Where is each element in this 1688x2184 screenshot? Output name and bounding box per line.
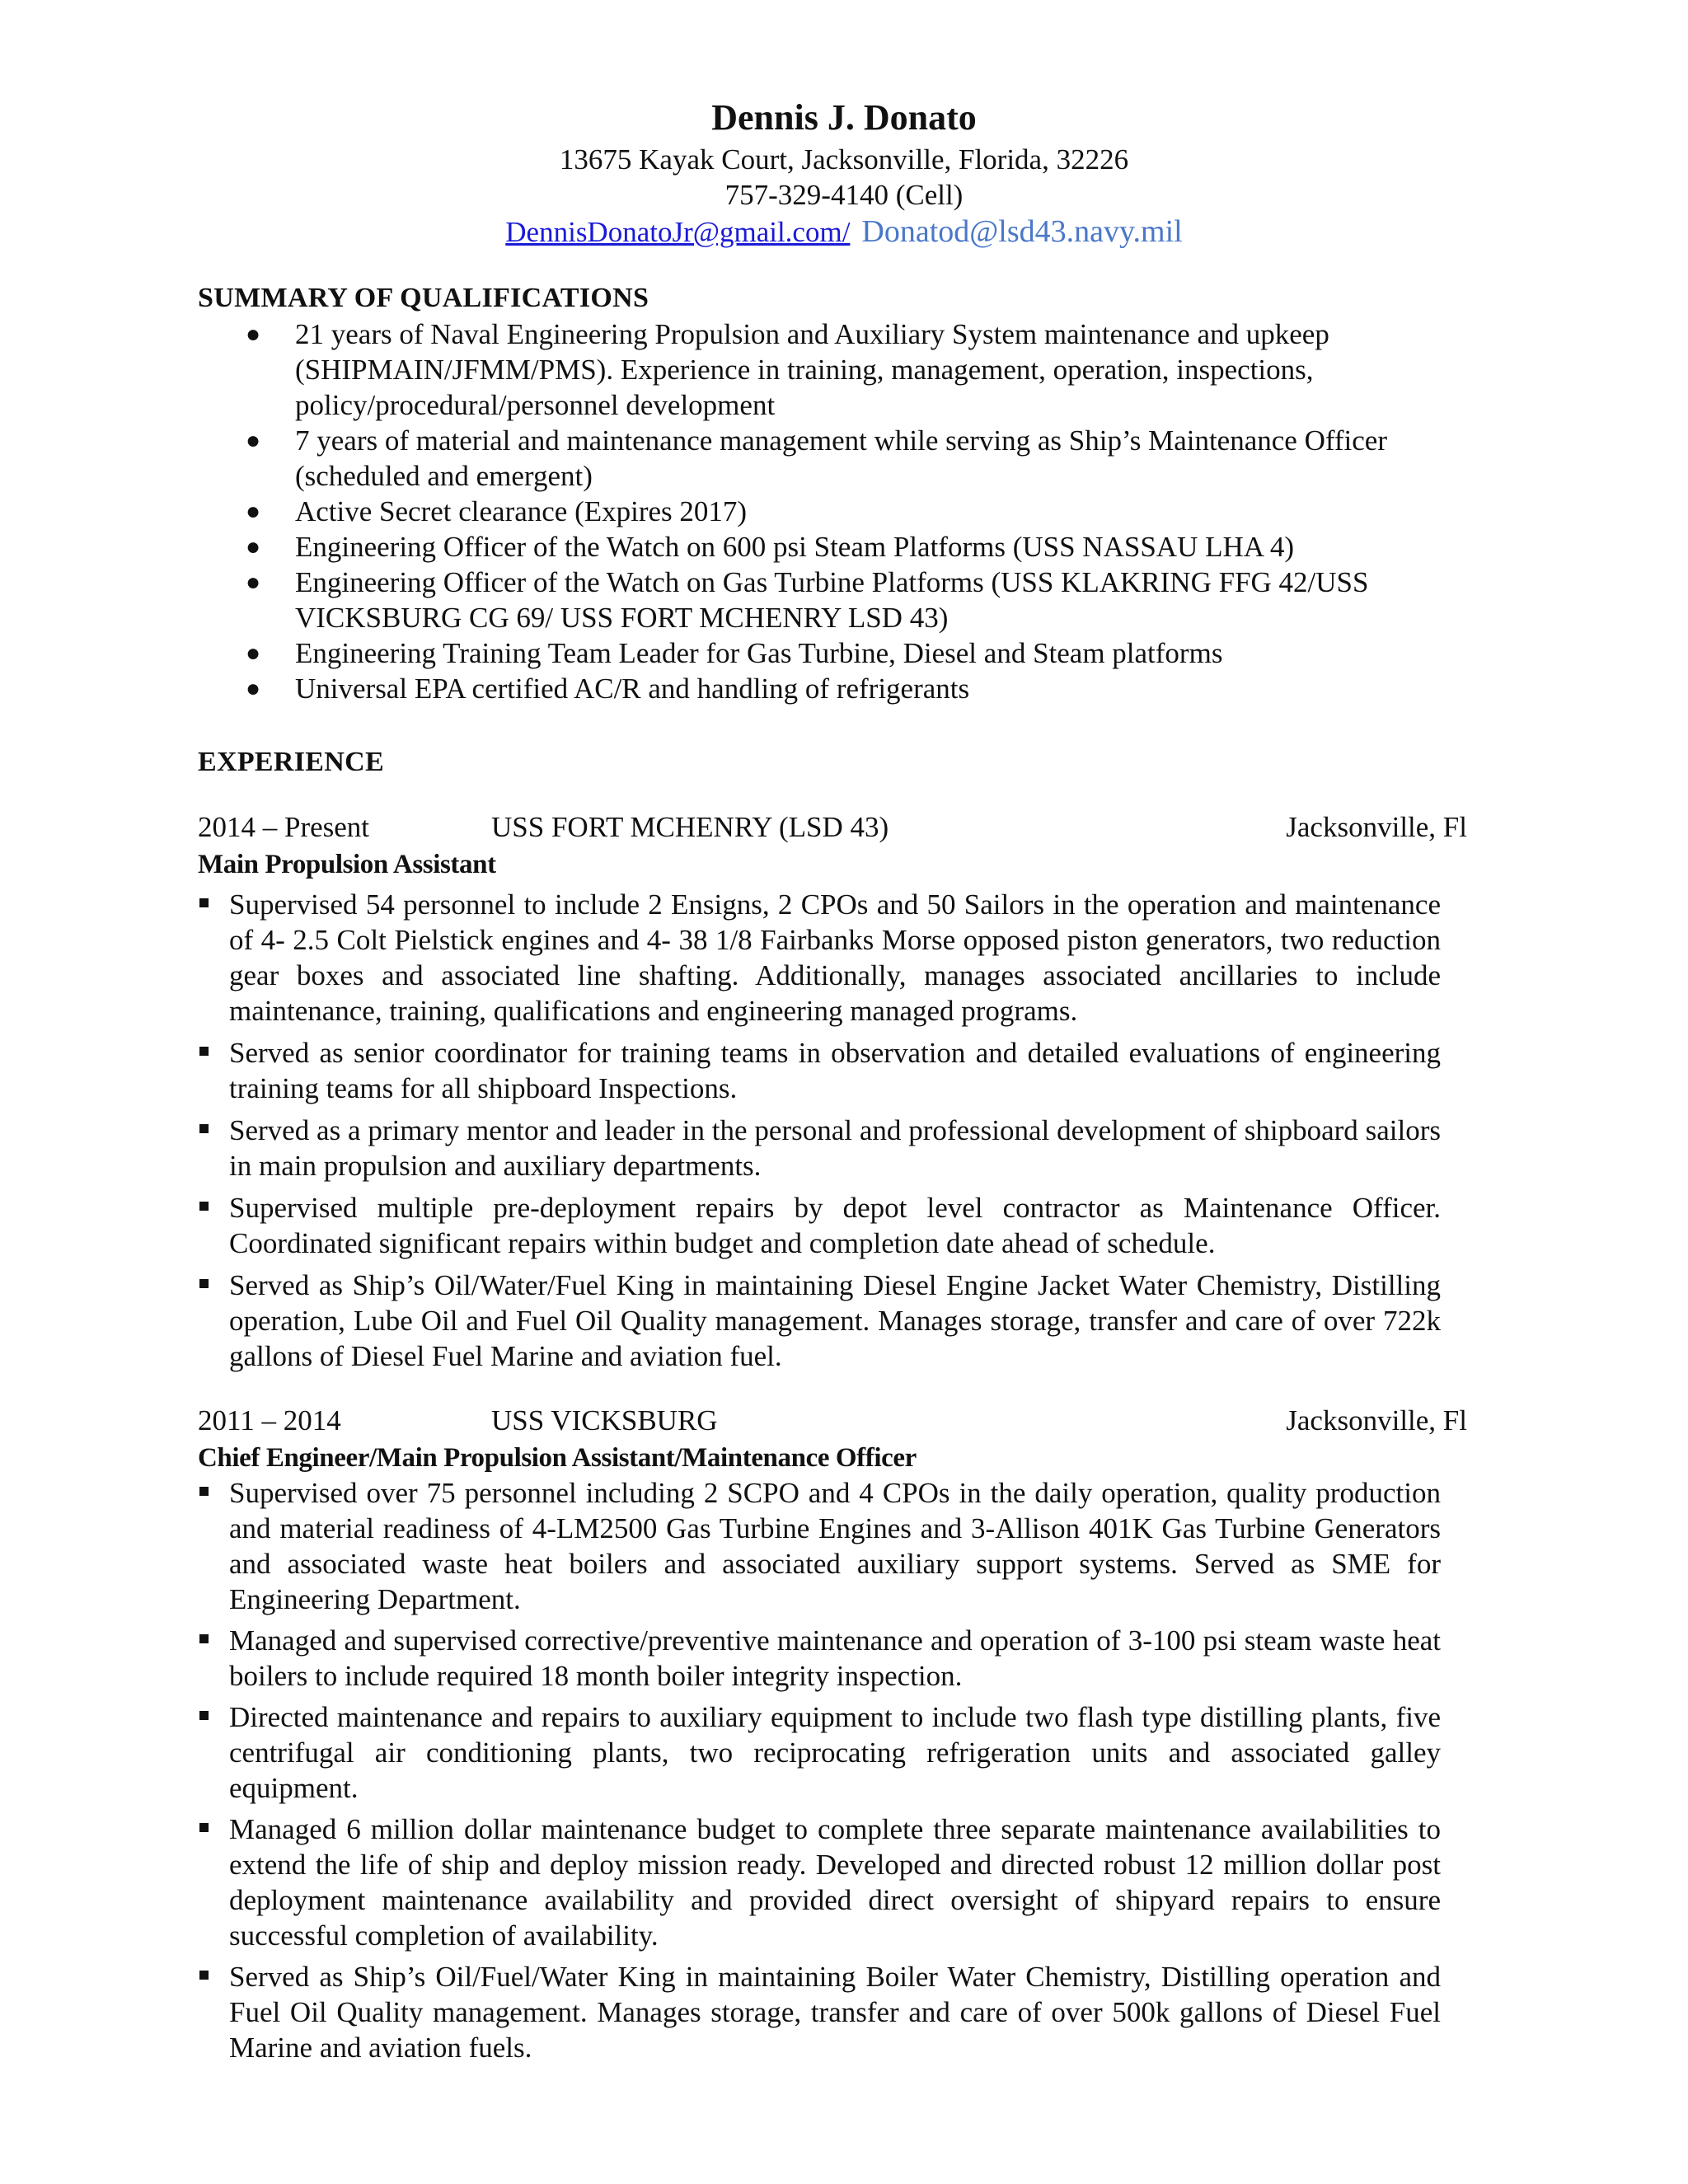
job-location: Jacksonville, Fl	[1286, 811, 1467, 843]
bullet-icon	[199, 1047, 209, 1056]
bullet-icon	[199, 1279, 209, 1288]
bullet-icon: ●	[246, 675, 261, 702]
list-item: ● Engineering Officer of the Watch on 600 psi Steam Platforms (USS NASSAU LHA 4)	[246, 531, 1294, 563]
bullet-icon: ●	[246, 498, 261, 525]
list-item: Supervised multiple pre-deployment repairs by depot level contractor as Maintenance Officer. Coordinated significant repairs within budget and completion date ahead of schedule.	[198, 1190, 1441, 1261]
job-ship: USS VICKSBURG	[491, 1404, 718, 1436]
bullet-icon: ●	[246, 321, 261, 348]
list-item: Served as senior coordinator for training teams in observation and detailed evaluations of engineering training teams for all shipboard Inspections.	[198, 1035, 1441, 1106]
bullet-icon	[199, 1634, 209, 1643]
experience-heading: EXPERIENCE	[198, 747, 384, 777]
address: 13675 Kayak Court, Jacksonville, Florida, 32226	[559, 143, 1129, 176]
list-item: Directed maintenance and repairs to auxiliary equipment to include two flash type distilling plants, five centrifugal air conditioning plants, two reciprocating refrigeration units and associated galley equipment.	[198, 1699, 1441, 1806]
bullet-icon	[199, 1202, 209, 1211]
list-item: ● 7 years of material and maintenance management while serving as Ship’s Maintenance Officer (scheduled and emergent)	[246, 424, 1387, 492]
list-item: Served as a primary mentor and leader in the personal and professional development of shipboard sailors in main propulsion and auxiliary departments.	[198, 1113, 1441, 1183]
bullet-icon	[199, 1487, 209, 1496]
list-item: Managed and supervised corrective/preventive maintenance and operation of 3-100 psi steam waste heat boilers to include required 18 month boiler integrity inspection.	[198, 1623, 1441, 1694]
duties-list	[198, 887, 1441, 1374]
job-role: Chief Engineer/Main Propulsion Assistant/Maintenance Officer	[198, 1443, 917, 1473]
list-item: Served as Ship’s Oil/Fuel/Water King in maintaining Boiler Water Chemistry, Distilling operation and Fuel Oil Quality management. Manages storage, transfer and care of over 500k gallons of Diesel Fuel Marine and aviation fuels.	[198, 1959, 1441, 2065]
list-item: ● Active Secret clearance (Expires 2017)	[246, 495, 748, 527]
job-header	[198, 809, 1467, 847]
job-header	[198, 1403, 1467, 1441]
bullet-icon	[199, 1124, 209, 1133]
qualifications-list	[246, 316, 1465, 706]
email-line	[0, 214, 1688, 250]
bullet-icon: ●	[246, 427, 261, 454]
duties-list	[198, 1475, 1441, 2065]
summary-heading: SUMMARY OF QUALIFICATIONS	[198, 283, 649, 313]
bullet-icon	[199, 898, 209, 907]
resume-header	[0, 94, 1688, 250]
list-item: Supervised 54 personnel to include 2 Ensigns, 2 CPOs and 50 Sailors in the operation and maintenance of 4- 2.5 Colt Pielstick engines and 4- 38 1/8 Fairbanks Morse opposed piston generators, two reduction gear boxes and associated line shafting. Additionally, manages associated ancillaries to include maintenance, training, qualifications and engineering managed programs.	[198, 887, 1441, 1029]
bullet-icon	[199, 1823, 209, 1832]
job-entry-vicksburg	[198, 1403, 1467, 2071]
bullet-icon	[199, 1711, 209, 1720]
email-link-primary[interactable]: DennisDonatoJr@gmail.com/	[505, 216, 851, 248]
list-item: ● Engineering Officer of the Watch on Gas Turbine Platforms (USS KLAKRING FFG 42/USS VICKSBURG CG 69/ USS FORT MCHENRY LSD 43)	[246, 566, 1369, 634]
list-item: ● Engineering Training Team Leader for Gas Turbine, Diesel and Steam platforms	[246, 637, 1223, 669]
bullet-icon: ●	[246, 640, 261, 667]
bullet-icon: ●	[246, 569, 261, 596]
bullet-icon	[199, 1971, 209, 1980]
job-dates: 2014 – Present	[198, 811, 370, 843]
phone: 757-329-4140 (Cell)	[724, 179, 964, 211]
job-location: Jacksonville, Fl	[1286, 1404, 1467, 1436]
candidate-name: Dennis J. Donato	[711, 97, 977, 138]
list-item: ● 21 years of Naval Engineering Propulsion and Auxiliary System maintenance and upkeep (SHIPMAIN/JFMM/PMS). Experience in training, management, operation, inspections, policy/procedural/personnel development	[246, 318, 1329, 421]
list-item: Supervised over 75 personnel including 2 SCPO and 4 CPOs in the daily operation, quality production and material readiness of 4-LM2500 Gas Turbine Engines and 3-Allison 401K Gas Turbine Generators and associated waste heat boilers and associated auxiliary support systems. Served as SME for Engineering Department.	[198, 1475, 1441, 1617]
email-link-secondary[interactable]: Donatod@lsd43.navy.mil	[861, 214, 1183, 249]
job-ship: USS FORT MCHENRY (LSD 43)	[491, 811, 889, 843]
list-item: ● Universal EPA certified AC/R and handling of refrigerants	[246, 673, 970, 705]
job-entry-fort-mchenry	[198, 809, 1467, 1380]
job-dates: 2011 – 2014	[198, 1404, 341, 1436]
job-role: Main Propulsion Assistant	[198, 850, 496, 879]
list-item: Managed 6 million dollar maintenance budget to complete three separate maintenance availabilities to extend the life of ship and deploy mission ready. Developed and directed robust 12 million dollar post deployment maintenance availability and provided direct oversight of shipyard repairs to ensure successful completion of availability.	[198, 1811, 1441, 1953]
bullet-icon: ●	[246, 533, 261, 560]
list-item: Served as Ship’s Oil/Water/Fuel King in maintaining Diesel Engine Jacket Water Chemistry, Distilling operation, Lube Oil and Fuel Oil Quality management. Manages storage, transfer and care of over 722k gallons of Diesel Fuel Marine and aviation fuel.	[198, 1268, 1441, 1374]
